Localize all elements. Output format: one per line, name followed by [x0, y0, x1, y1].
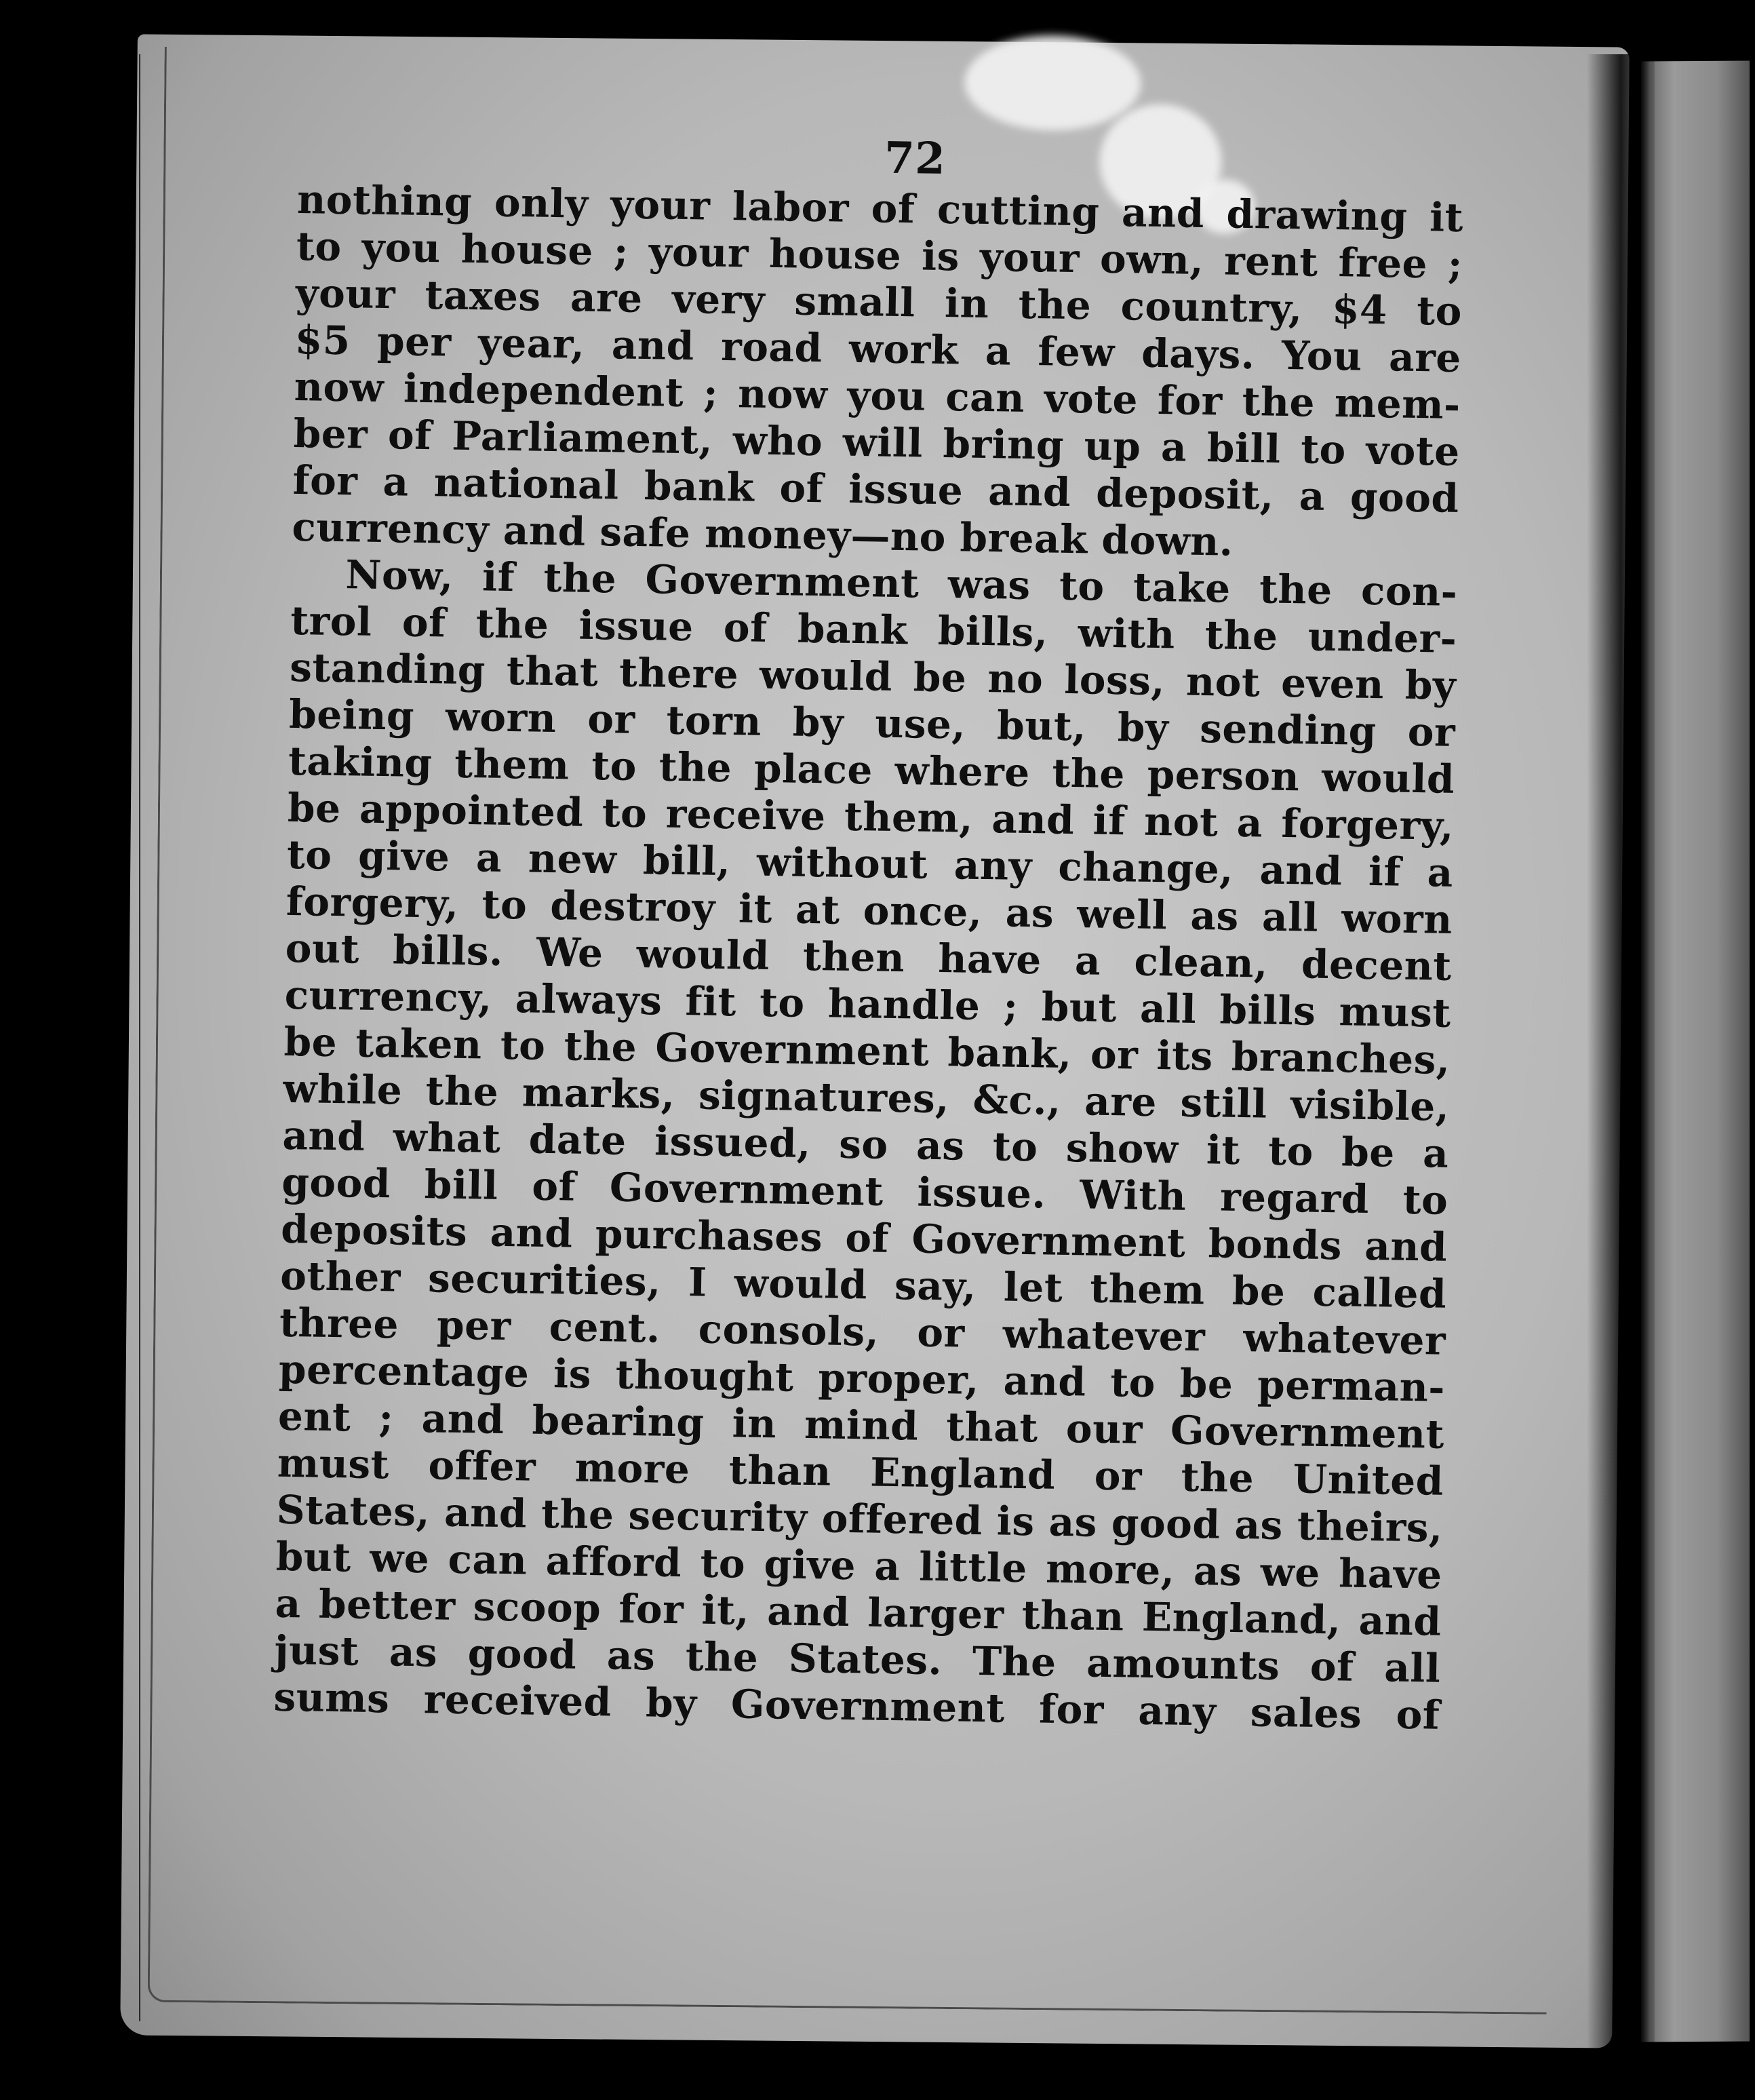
text-line: and what date issued, so as to show it to be a: [281, 1112, 1449, 1177]
text-line: to give a new bill, without any change, and if a: [286, 831, 1454, 896]
facing-page-edge: [1641, 60, 1750, 2042]
text-line: nothing only your labor of cutting and drawing it: [296, 176, 1464, 241]
page-text: [273, 122, 1465, 1739]
text-line: taking them to the place where the person would: [288, 737, 1455, 802]
text-line: sums received by Government for any sales of: [273, 1673, 1440, 1738]
text-line: now independent ; now you can vote for the mem-: [294, 363, 1461, 428]
text-line: a better scoop for it, and larger than England, and: [275, 1580, 1442, 1645]
text-line: good bill of Government issue. With regard to: [281, 1159, 1448, 1224]
text-line: standing that there would be no loss, not even by: [289, 644, 1457, 709]
text-line: deposits and purchases of Government bonds and: [280, 1205, 1448, 1270]
text-line: must offer more than England or the United: [277, 1439, 1444, 1504]
text-line: ber of Parliament, who will bring up a bill to vote: [293, 410, 1461, 475]
text-line: to you house ; your house is your own, rent free ;: [296, 222, 1463, 288]
text-line: percentage is thought proper, and to be perman-: [278, 1346, 1446, 1411]
text-line: your taxes are very small in the country, $4 to: [295, 269, 1463, 334]
text-line: three per cent. consols, or whatever whatever: [279, 1299, 1446, 1364]
text-line: currency and safe money—no break down.: [292, 503, 1234, 565]
page-edge-line: [139, 54, 140, 2021]
text-line: be appointed to receive them, and if not a forgery,: [287, 784, 1455, 849]
text-line: being worn or torn by use, but, by sending or: [288, 691, 1456, 756]
text-line: out bills. We would then have a clean, decent: [285, 925, 1453, 990]
text-line: other securities, I would say, let them be called: [279, 1252, 1447, 1317]
text-line: but we can afford to give a little more, as we have: [275, 1533, 1443, 1598]
text-line: trol of the issue of bank bills, with the under-: [290, 597, 1457, 662]
text-line: Now, if the Government was to take the con-: [344, 551, 1458, 615]
text-line: States, and the security offered is as good as theirs,: [276, 1486, 1444, 1551]
text-line: for a national bank of issue and deposit, a good: [292, 456, 1460, 522]
text-line: currency, always fit to handle ; but all bills must: [284, 971, 1452, 1036]
text-line: just as good as the States. The amounts of all: [274, 1627, 1441, 1692]
text-line: while the marks, signatures, &c., are still visible,: [283, 1065, 1450, 1130]
spine-shadow: [1587, 54, 1655, 2048]
page-number: 72: [884, 132, 946, 184]
text-line: ent ; and bearing in mind that our Government: [277, 1393, 1445, 1458]
text-line: $5 per year, and road work a few days. You are: [294, 316, 1462, 381]
text-line: forgery, to destroy it at once, as well as all worn: [285, 878, 1453, 943]
text-line: be taken to the Government bank, or its branches,: [283, 1018, 1451, 1083]
